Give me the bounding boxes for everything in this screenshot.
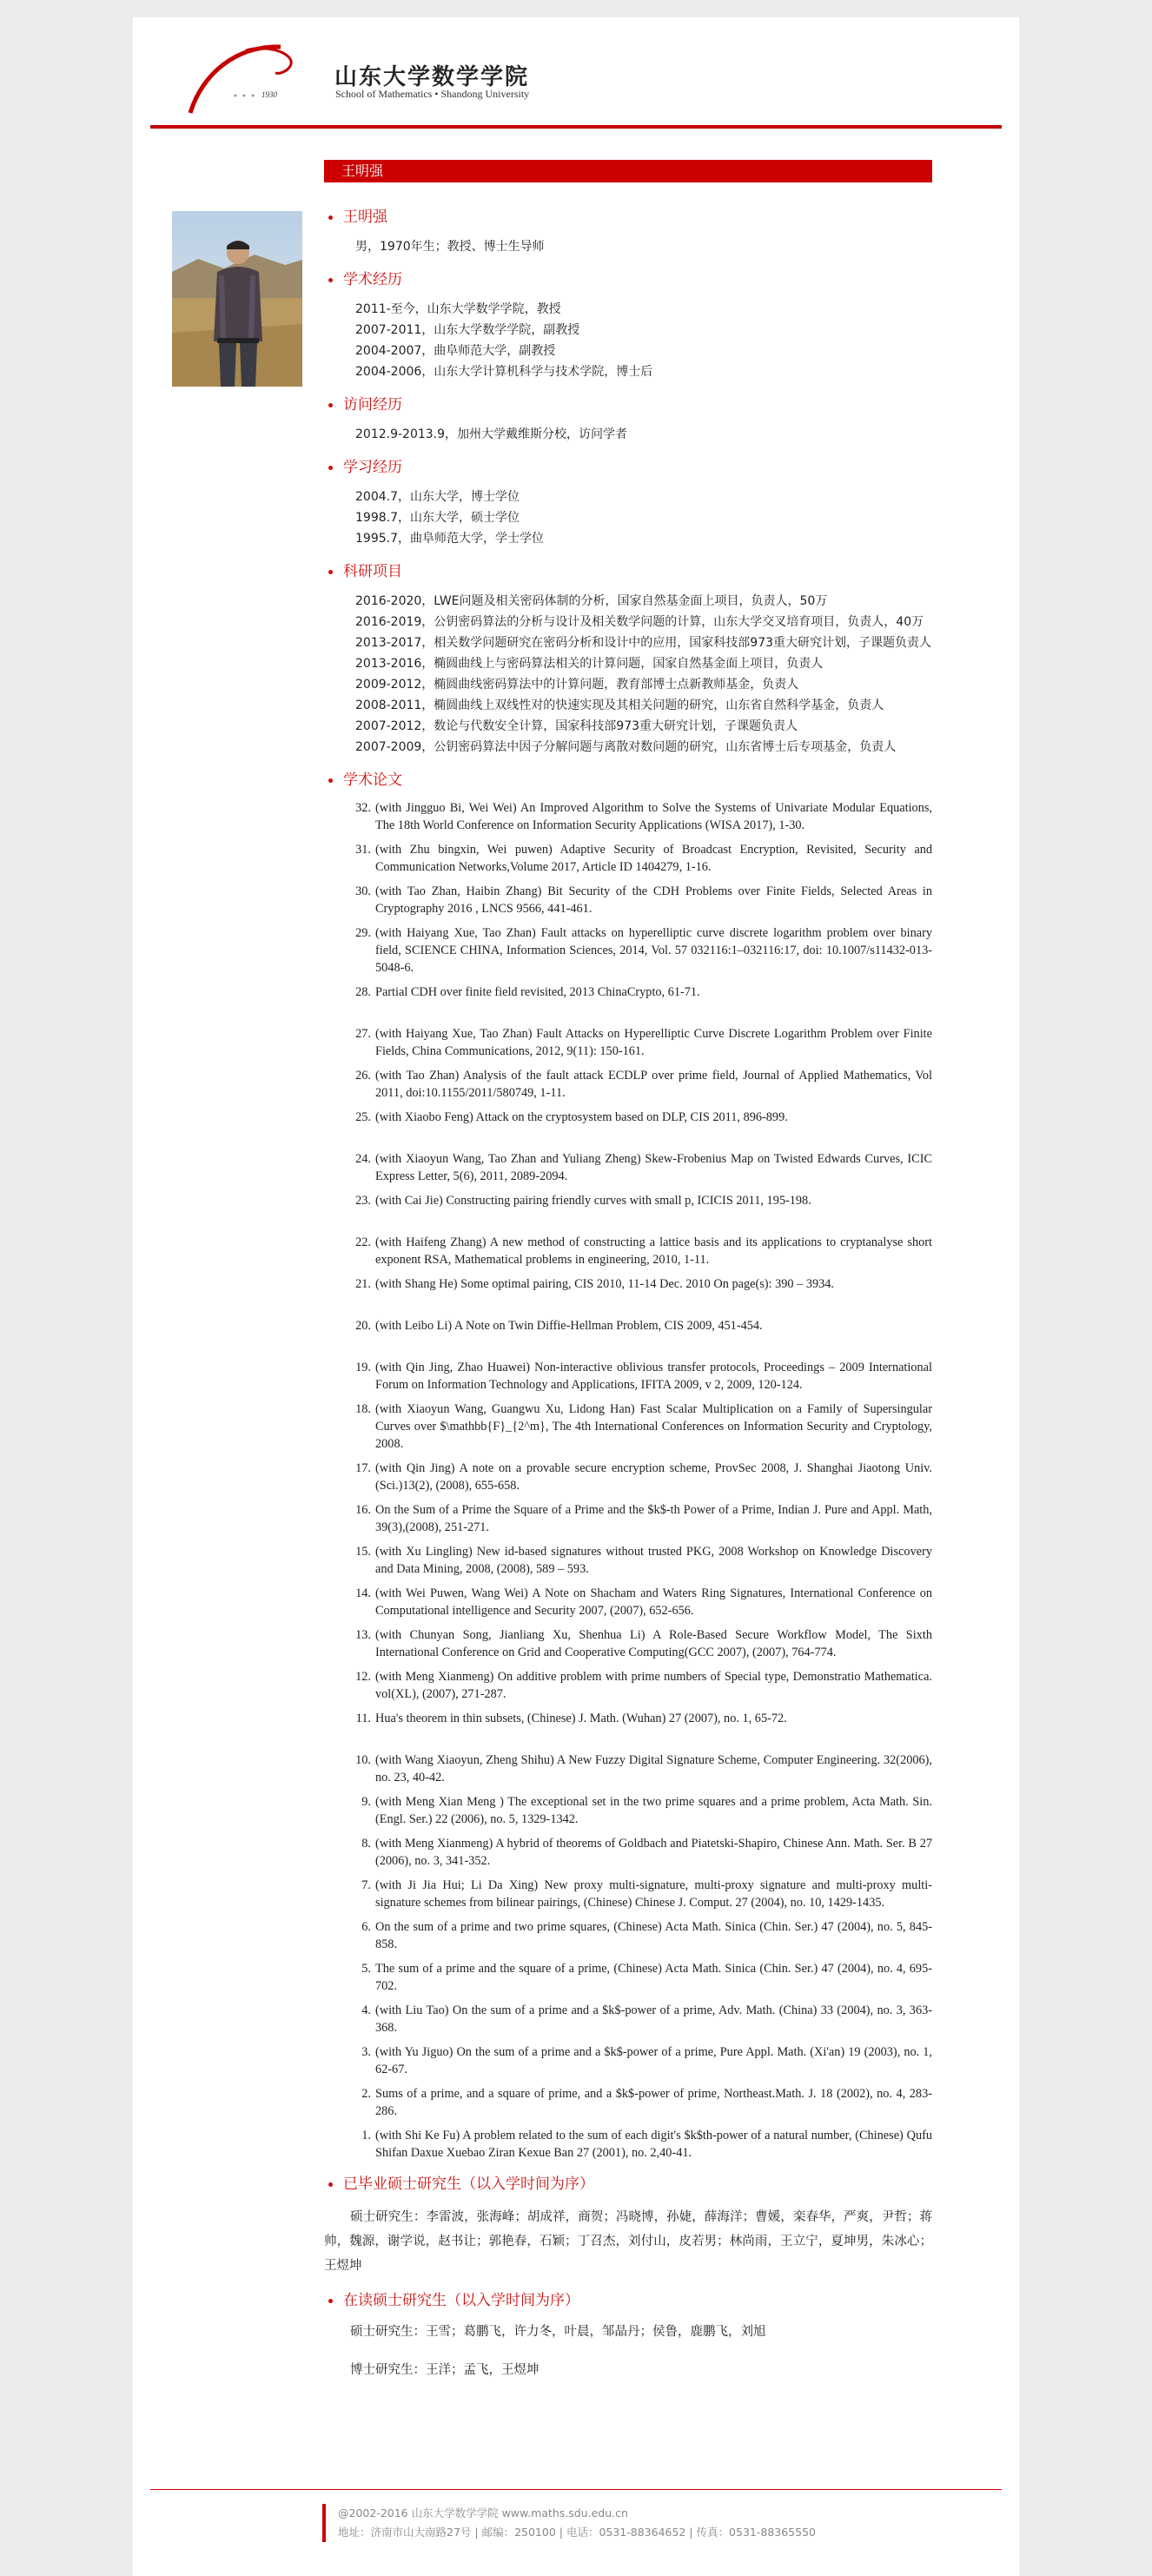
paper-number: 2. (361, 2087, 371, 2101)
paper-item (324, 1835, 932, 1870)
logo-title[interactable]: 山东大学数学学院 (334, 64, 530, 90)
footer-copyright[interactable]: @2002-2016 山东大学数学学院 www.maths.sdu.edu.cn (338, 2506, 628, 2520)
paper-citation: (with Ji Jia Hui; Li Da Xing) New proxy multi-signature, multi-proxy signature and multi-proxy multi-signature schemes from bilinear pairings, (Chinese) Chinese J. Comput. 27 (2004), no. 10, 1429-1435. (375, 1878, 932, 1910)
paper-citation: (with Zhu bingxin, Wei puwen) Adaptive Security of Broadcast Encryption, Revisited, Security and Communication Networks,Volume 2017, Article ID 1404279, 1-16. (375, 843, 932, 874)
paper-item (324, 1067, 932, 1102)
list-item: 2016-2020，LWE问题及相关密码体制的分析，国家自然基金面上项目，负责人，50万 (355, 594, 828, 608)
logo-subtitle: School of Mathematics • Shandong University (335, 88, 530, 100)
paper-item (324, 883, 932, 917)
paper-number: 1. (361, 2129, 371, 2142)
profile-summary (324, 236, 932, 257)
paper-item (324, 841, 932, 876)
paper-citation: (with Qin Jing) A note on a provable secure encryption scheme, ProvSec 2008, J. Shanghai Jiaotong Univ.(Sci.)13(2), (2008), 655-658. (375, 1461, 932, 1493)
paper-item (324, 1668, 932, 1703)
paper-citation: (with Meng Xianmeng) On additive problem with prime numbers of Special type, Demonstratio Mathematica. vol(XL), (2007), 271-287. (375, 1670, 932, 1701)
paper-citation: (with Tao Zhan, Haibin Zhang) Bit Security of the CDH Problems over Finite Fields, Selected Areas in Cryptography 2016 , LNCS 9566, 441-461. (375, 884, 932, 916)
list-item: 2013-2017，相关数学问题研究在密码分析和设计中的应用，国家科技部973重大研究计划，子课题负责人 (355, 636, 932, 650)
paper-item (324, 1585, 932, 1619)
paper-citation: Partial CDH over finite field revisited, 2013 ChinaCrypto, 61-71. (375, 985, 700, 999)
paper-item (324, 1626, 932, 1661)
section-head-visit: 访问经历 (324, 394, 932, 415)
paper-item (324, 1501, 932, 1536)
current-phd: 博士研究生：王洋；孟飞，王煜坤 (350, 2363, 540, 2377)
paper-number: 15. (355, 1545, 371, 1559)
paper-item (324, 1710, 932, 1745)
list-item: 2007-2011，山东大学数学学院，副教授 (355, 323, 580, 337)
paper-item (324, 1752, 932, 1786)
paper-number: 19. (355, 1361, 371, 1374)
paper-citation: (with Meng Xianmeng) A hybrid of theorems of Goldbach and Piatetski-Shapiro, Chinese Ann. Math. Ser. B 27 (2006), no. 3, 341-352. (375, 1837, 932, 1868)
list-item: 2007-2012，数论与代数安全计算，国家科技部973重大研究计划，子课题负责人 (355, 719, 798, 733)
list-item: 1998.7，山东大学，硕士学位 (355, 511, 520, 525)
paper-number: 27. (355, 1027, 371, 1041)
paper-number: 32. (355, 801, 371, 815)
paper-item (324, 799, 932, 834)
paper-citation: (with Shi Ke Fu) A problem related to the sum of each digit's $k$th-power of a natural number, (Chinese) Qufu Shifan Daxue Xuebao Ziran Kexue Ban 27 (2001), no. 2,40-41. (375, 2129, 932, 2160)
paper-citation: (with Qin Jing, Zhao Huawei) Non-interactive oblivious transfer protocols, Proceedings – 2009 International Forum on Information Technology and Applications, IFITA 2009, v 2, 2009, 120-124. (375, 1361, 932, 1392)
paper-citation: (with Liu Tao) On the sum of a prime and a $k$-power of a prime, Adv. Math. (China) 33 (2004), no. 3, 363-368. (375, 2003, 932, 2035)
paper-citation: (with Haiyang Xue, Tao Zhan) Fault Attacks on Hyperelliptic Curve Discrete Logarithm Problem over Finite Fields, China Communications, 2012, 9(11): 150-161. (375, 1027, 932, 1058)
study-list (324, 487, 932, 549)
list-item: 2013-2016，椭圆曲线上与密码算法相关的计算问题，国家自然基金面上项目，负责人 (355, 657, 824, 671)
paper-citation: (with Wei Puwen, Wang Wei) A Note on Shacham and Waters Ring Signatures, International Conference on Computational intelligence and Security 2007, (2007), 652-656. (375, 1586, 932, 1618)
profile-photo (172, 211, 302, 387)
footer-divider (150, 2489, 1002, 2490)
paper-citation: (with Shang He) Some optimal pairing, CIS 2010, 11-14 Dec. 2010 On page(s): 390 – 3934. (375, 1277, 834, 1291)
paper-number: 20. (355, 1319, 371, 1333)
paper-number: 23. (355, 1194, 371, 1208)
graduated-students: 硕士研究生：李雷波，张海峰；胡成祥，商贺；冯晓博，孙婕，薛海洋；曹媛，栾春华，严爽，尹哲；蒋帅，魏源，谢学说，赵书让；郭艳春，石颖；丁召杰，刘付山，皮若男；林尚雨，王立宁，夏坤男，朱冰心；王煜坤 (324, 2210, 932, 2273)
site-header (150, 17, 1002, 129)
paper-number: 31. (355, 843, 371, 857)
paper-item (324, 1150, 932, 1185)
paper-citation: (with Tao Zhan) Analysis of the fault attack ECDLP over prime field, Journal of Applied Mathematics, Vol 2011, doi:10.1155/2011/580749, 1-11. (375, 1069, 932, 1100)
section-head-graduated: 已毕业硕士研究生（以入学时间为序） (324, 2174, 932, 2195)
list-item: 2012.9-2013.9，加州大学戴维斯分校，访问学者 (355, 427, 628, 441)
logo-year: 1930 (262, 90, 277, 99)
list-item: 2004-2007，曲阜师范大学，副教授 (355, 344, 556, 358)
current-masters: 硕士研究生：王雪；葛鹏飞，许力冬，叶晨，邹晶丹；侯鲁，鹿鹏飞，刘旭 (350, 2325, 766, 2339)
paper-number: 11. (355, 1712, 371, 1725)
paper-item (324, 1359, 932, 1394)
paper-item (324, 1025, 932, 1060)
paper-number: 25. (355, 1110, 371, 1124)
paper-citation: (with Leibo Li) A Note on Twin Diffie-Hellman Problem, CIS 2009, 451-454. (375, 1319, 763, 1333)
paper-item (324, 2002, 932, 2036)
paper-number: 17. (355, 1461, 371, 1475)
paper-item (324, 1960, 932, 1995)
paper-number: 9. (361, 1795, 371, 1809)
paper-citation: (with Meng Xian Meng ) The exceptional set in the two prime squares and a prime problem, Acta Math. Sin. (Engl. Ser.) 22 (2006), no. 5, 1329-1342. (375, 1795, 932, 1826)
list-item: 2008-2011，椭圆曲线上双线性对的快速实现及其相关问题的研究，山东省自然科学基金，负责人 (355, 699, 884, 712)
paper-citation: (with Xiaobo Feng) Attack on the cryptosystem based on DLP, CIS 2011, 896-899. (375, 1110, 788, 1124)
paper-item (324, 1275, 932, 1310)
list-item: 2004-2006，山东大学计算机科学与技术学院，博士后 (355, 365, 653, 379)
paper-item (324, 1460, 932, 1494)
paper-item (324, 1234, 932, 1268)
paper-citation: (with Chunyan Song, Jianliang Xu, Shenhua Li) A Role-Based Secure Workflow Model, The Sixth International Conference on Grid and Cooperative Computing(GCC 2007), (2007), 764-774. (375, 1628, 932, 1659)
paper-citation: (with Haifeng Zhang) A new method of constructing a lattice basis and its applications to cryptanalyse short exponent RSA, Mathematical problems in engineering, 2010, 1-11. (375, 1235, 932, 1267)
paper-list (324, 799, 932, 2162)
paper-citation: On the Sum of a Prime the Square of a Prime and the $k$-th Power of a Prime, Indian J. Pure and Appl. Math, 39(3),(2008), 251-271. (375, 1503, 932, 1534)
paper-number: 24. (355, 1152, 371, 1166)
section-head-papers: 学术论文 (324, 770, 932, 791)
paper-number: 22. (355, 1235, 371, 1249)
list-item: 2004.7，山东大学，博士学位 (355, 490, 520, 504)
list-item: 2007-2009，公钥密码算法中因子分解问题与离散对数问题的研究，山东省博士后专项基金，负责人 (355, 740, 897, 754)
paper-citation: Hua's theorem in thin subsets, (Chinese) J. Math. (Wuhan) 27 (2007), no. 1, 65-72. (375, 1712, 787, 1725)
section-head-projects: 科研项目 (324, 561, 932, 582)
paper-item (324, 924, 932, 977)
paper-citation: (with Xiaoyun Wang, Guangwu Xu, Lidong Han) Fast Scalar Multiplication on a Family of Supersingular Curves over $\mathbb{F}_{2^m}, The 4th International Conferences on Information Security and Cryptology, 2008. (375, 1402, 932, 1451)
section-head-study: 学习经历 (324, 457, 932, 478)
paper-number: 30. (355, 884, 371, 898)
paper-item (324, 1192, 932, 1227)
paper-number: 3. (361, 2045, 371, 2059)
paper-citation: (with Xiaoyun Wang, Tao Zhan and Yuliang Zheng) Skew-Frobenius Map on Twisted Edwards Curves, ICIC Express Letter, 5(6), 2011, 2089-2094. (375, 1152, 932, 1183)
paper-citation: (with Xu Lingling) New id-based signatures without trusted PKG, 2008 Workshop on Knowledge Discovery and Data Mining, 2008, (2008), 589 – 593. (375, 1545, 932, 1576)
paper-number: 29. (355, 926, 371, 940)
project-list (324, 591, 932, 758)
paper-item (324, 1401, 932, 1453)
paper-item (324, 1109, 932, 1143)
paper-number: 6. (361, 1920, 371, 1934)
paper-number: 8. (361, 1837, 371, 1851)
paper-citation: The sum of a prime and the square of a prime, (Chinese) Acta Math. Sinica (Chin. Ser.) 47 (2004), no. 4, 695-702. (375, 1962, 932, 1993)
section-head-current: 在读硕士研究生（以入学时间为序） (324, 2290, 932, 2311)
page (133, 17, 1019, 2576)
list-item: 2011-至今，山东大学数学学院，教授 (355, 302, 561, 316)
footer-contact: 地址：济南市山大南路27号 | 邮编：250100 | 电话：0531-88364652 | 传真：0531-88365550 (338, 2526, 816, 2539)
list-item: 1995.7，曲阜师范大学，学士学位 (355, 532, 544, 546)
paper-number: 7. (361, 1878, 371, 1892)
paper-number: 21. (355, 1277, 371, 1291)
paper-citation: Sums of a prime, and a square of prime, and a $k$-power of prime, Northeast.Math. J. 18 (2002), no. 4, 283-286. (375, 2087, 932, 2118)
paper-number: 28. (355, 985, 371, 999)
paper-item (324, 1793, 932, 1828)
paper-item (324, 2085, 932, 2120)
paper-number: 13. (355, 1628, 371, 1642)
site-footer (322, 2504, 816, 2542)
paper-number: 14. (355, 1586, 371, 1600)
paper-item (324, 1543, 932, 1578)
profile-content (324, 207, 932, 2381)
paper-number: 10. (355, 1753, 371, 1767)
school-logo[interactable] (185, 38, 298, 116)
paper-item (324, 1877, 932, 1911)
paper-item (324, 983, 932, 1018)
paper-number: 12. (355, 1670, 371, 1684)
list-item: 2016-2019，公钥密码算法的分析与设计及相关数学问题的计算，山东大学交叉培育项目，负责人，40万 (355, 615, 924, 629)
page-title: 王明强 (324, 160, 932, 182)
paper-citation: (with Wang Xiaoyun, Zheng Shihu) A New Fuzzy Digital Signature Scheme, Computer Engineering. 32(2006), no. 23, 40-42. (375, 1753, 932, 1785)
paper-citation: On the sum of a prime and two prime squares, (Chinese) Acta Math. Sinica (Chin. Ser.) 47 (2004), no. 5, 845-858. (375, 1920, 932, 1951)
summary-text: 男，1970年生；教授、博士生导师 (355, 240, 545, 254)
section-head-name: 王明强 (324, 207, 932, 228)
paper-number: 26. (355, 1069, 371, 1083)
paper-citation: (with Cai Jie) Constructing pairing friendly curves with small p, ICICIS 2011, 195-198. (375, 1194, 811, 1208)
paper-number: 4. (361, 2003, 371, 2017)
paper-item (324, 2127, 932, 2162)
paper-number: 5. (361, 1962, 371, 1976)
paper-citation: (with Jingguo Bi, Wei Wei) An Improved Algorithm to Solve the Systems of Univariate Modular Equations, The 18th World Conference on Information Security Applications (WISA 2017), 1-30. (375, 801, 932, 832)
paper-item (324, 2043, 932, 2078)
academic-list (324, 299, 932, 382)
paper-citation: (with Haiyang Xue, Tao Zhan) Fault attacks on hyperelliptic curve discrete logarithm problem over binary field, SCIENCE CHINA, Information Sciences, 2014, Vol. 57 032116:1–032116:17, doi: 10.1007/s11432-013-5048-6. (375, 926, 932, 975)
section-head-academic: 学术经历 (324, 269, 932, 290)
paper-number: 16. (355, 1503, 371, 1517)
visit-list (324, 424, 932, 445)
paper-item (324, 1317, 932, 1352)
paper-item (324, 1918, 932, 1953)
paper-number: 18. (355, 1402, 371, 1416)
paper-citation: (with Yu Jiguo) On the sum of a prime and a $k$-power of a prime, Pure Appl. Math. (Xi'an) 19 (2003), no. 1, 62-67. (375, 2045, 932, 2076)
list-item: 2009-2012，椭圆曲线密码算法中的计算问题，教育部博士点新教师基金，负责人 (355, 678, 799, 692)
